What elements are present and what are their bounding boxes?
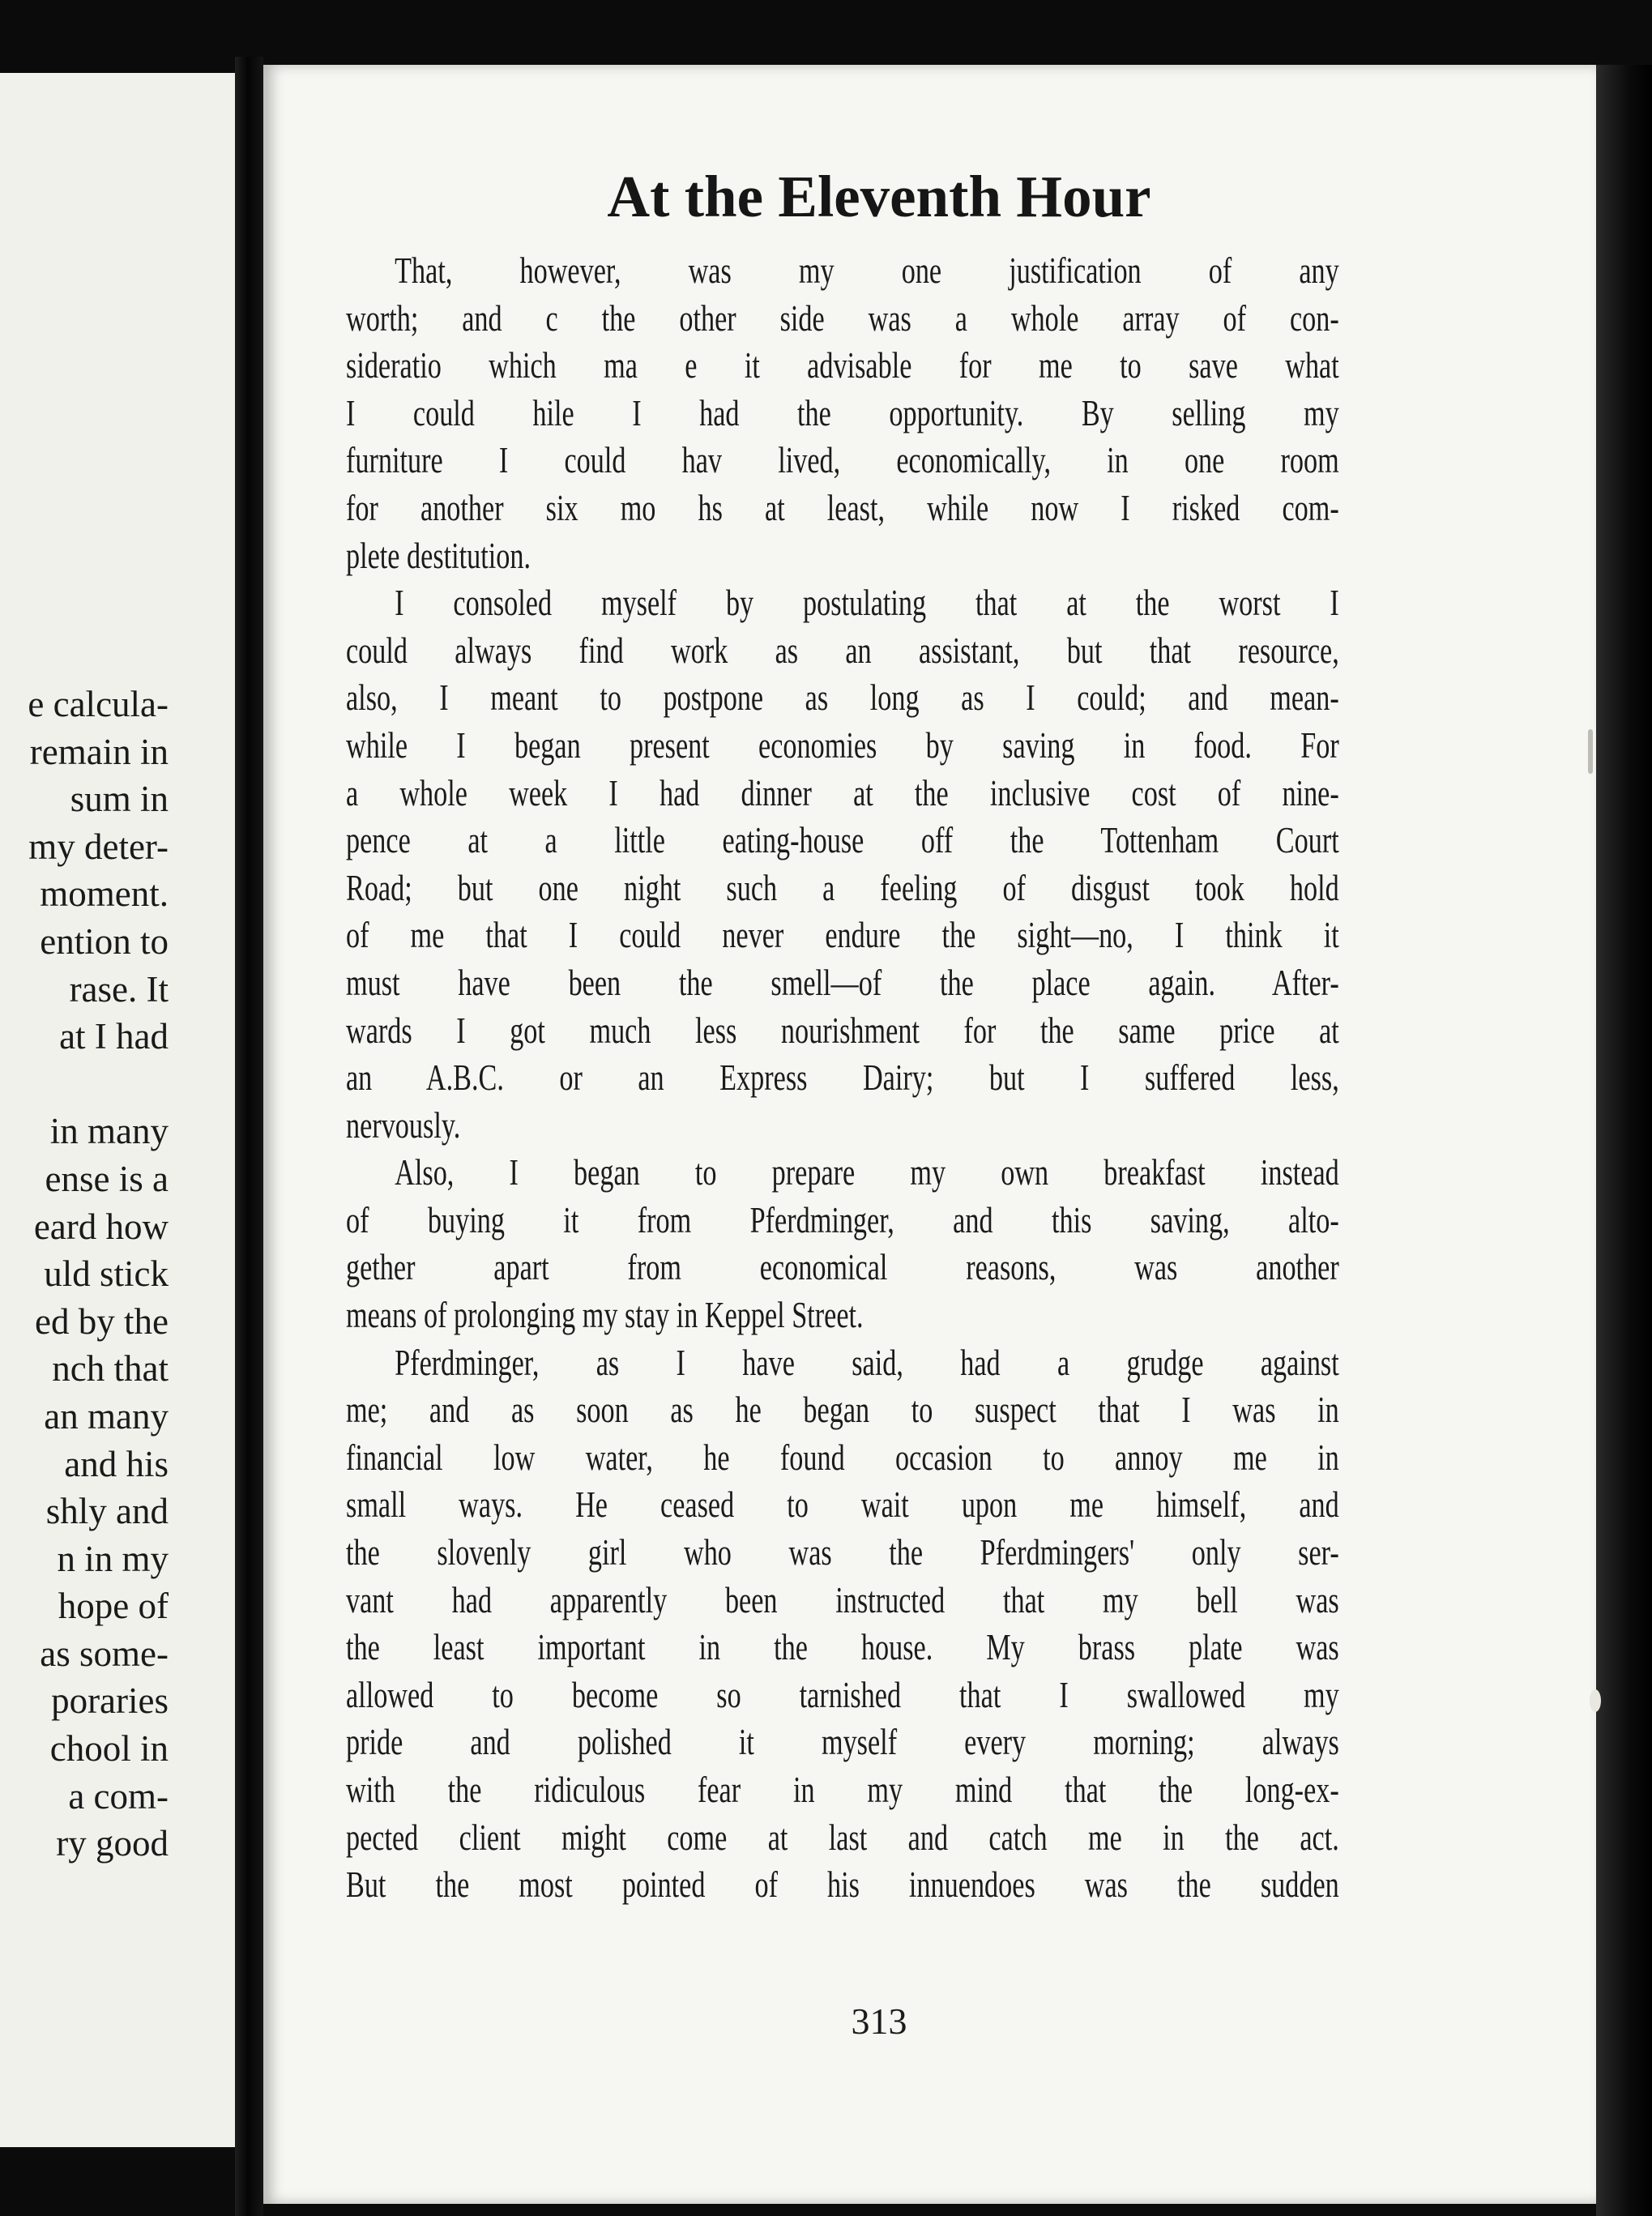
left-line: ention to [40, 920, 169, 962]
body-line: financial low water, he found occasion to annoy me in [346, 1436, 1339, 1478]
left-line: ense is a [45, 1158, 169, 1199]
body-line: wards I got much less nourishment for the same price at [346, 1009, 1339, 1051]
body-line: nervously. [346, 1104, 461, 1146]
body-line: furniture I could hav lived, economically, in one room [346, 439, 1339, 481]
body-line: allowed to become so tarnished that I swallowed my [346, 1673, 1339, 1715]
body-line: me; and as soon as he began to suspect that I was in [346, 1389, 1339, 1431]
body-line: for another six mo hs at least, while now I risked com- [346, 486, 1339, 528]
body-line: an A.B.C. or an Express Dairy; but I suffered less, [346, 1057, 1339, 1099]
body-line: must have been the smell—of the place again. After- [346, 961, 1339, 1003]
body-line: gether apart from economical reasons, was another [346, 1246, 1339, 1288]
body-line: means of prolonging my stay in Keppel Street. [346, 1294, 864, 1336]
left-line: sum in [70, 779, 169, 820]
left-line: eard how [33, 1206, 169, 1247]
body-line: That, however, was my one justification of any [395, 250, 1339, 291]
body-line: plete destitution. [346, 534, 531, 576]
body-line: vant had apparently been instructed that my bell was [346, 1578, 1339, 1620]
body-line: But the most pointed of his innuendoes was the sudden [346, 1864, 1339, 1906]
body-line: pence at a little eating-house off the Tottenham Court [346, 819, 1339, 861]
body-line: pride and polished it myself every morning; always [346, 1721, 1339, 1763]
right-page [263, 65, 1596, 2204]
body-line: Also, I began to prepare my own breakfast instead [395, 1151, 1339, 1193]
body-line: a whole week I had dinner at the inclusive cost of nine- [346, 771, 1339, 813]
body-line: the least important in the house. My brass plate was [346, 1626, 1339, 1668]
left-line: uld stick [44, 1253, 169, 1295]
body-line: also, I meant to postpone as long as I could; and mean- [346, 677, 1339, 719]
body-line: the slovenly girl who was the Pferdmingers' only ser- [346, 1531, 1339, 1573]
body-line: small ways. He ceased to wait upon me himself, and [346, 1484, 1339, 1526]
right-page-edge-shadow [1596, 65, 1652, 2216]
left-line: at I had [59, 1016, 169, 1057]
left-line: rase. It [69, 968, 169, 1010]
book-gutter [235, 57, 263, 2216]
page-body-text [346, 247, 1339, 1909]
left-line: my deter- [28, 826, 169, 867]
body-line: pected client might come at last and catch me in the act. [346, 1816, 1339, 1858]
left-line: ry good [56, 1823, 169, 1864]
scan-speck [1588, 729, 1593, 774]
left-line [0, 1061, 169, 1108]
left-line: nch that [52, 1348, 169, 1390]
left-line: in many [49, 1111, 169, 1152]
left-line: ed by the [35, 1300, 169, 1342]
body-line: Pferdminger, as I have said, had a grudge against [395, 1341, 1339, 1383]
chapter-title: At the Eleventh Hour [607, 164, 1151, 229]
body-line: Road; but one night such a feeling of disgust took hold [346, 866, 1339, 908]
body-line: I consoled myself by postulating that at the worst I [395, 582, 1339, 624]
left-line: poraries [51, 1680, 169, 1722]
left-line: e calcula- [28, 684, 169, 724]
left-line: as some- [40, 1633, 169, 1674]
left-page-text [0, 681, 169, 1868]
left-line: remain in [29, 731, 169, 772]
left-line: an many [44, 1395, 169, 1437]
left-line: n in my [57, 1538, 169, 1579]
body-line: I could hile I had the opportunity. By selling my [346, 391, 1339, 433]
body-line: worth; and c the other side was a whole array of con- [346, 297, 1339, 339]
body-line: with the ridiculous fear in my mind that the long-ex- [346, 1769, 1339, 1810]
left-line: moment. [40, 873, 169, 915]
left-line: shly and [45, 1491, 169, 1532]
body-line: sideratio which ma e it advisable for me to save what [346, 344, 1339, 386]
left-page-fragment [0, 73, 235, 2147]
left-line: and his [64, 1443, 169, 1484]
body-line: could always find work as an assistant, but that resource, [346, 629, 1339, 671]
body-line: of buying it from Pferdminger, and this saving, alto- [346, 1198, 1339, 1240]
body-line: of me that I could never endure the sight—no, I think it [346, 914, 1339, 956]
left-line: chool in [49, 1728, 169, 1770]
scan-speck [1590, 1689, 1601, 1712]
left-line: hope of [58, 1586, 169, 1627]
page-number: 313 [851, 2000, 907, 2042]
body-line: while I began present economies by saving in food. For [346, 724, 1339, 766]
left-line: a com- [68, 1775, 169, 1817]
